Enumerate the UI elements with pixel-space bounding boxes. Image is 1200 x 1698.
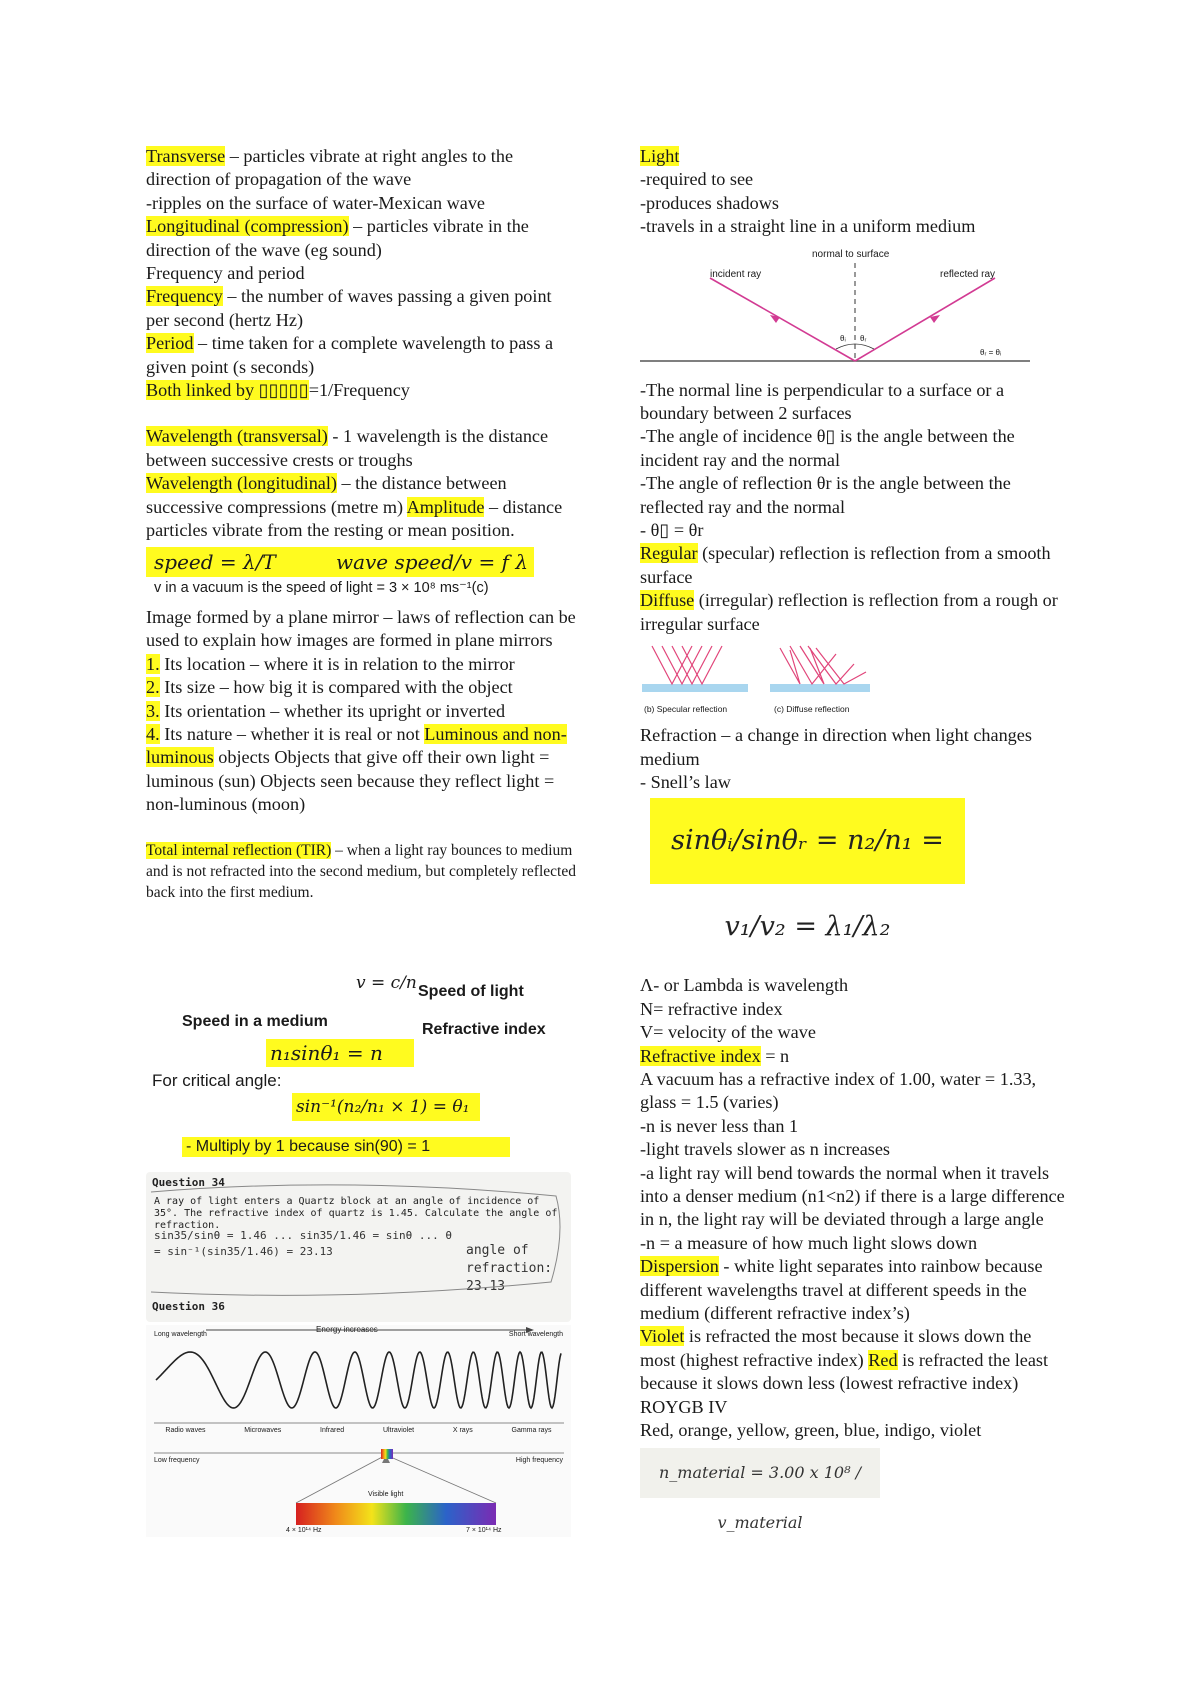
red-def: is refracted the least because it slows down less (lowest refractive index) bbox=[640, 1349, 1049, 1394]
dispersion-paragraph bbox=[640, 1255, 1070, 1325]
speed-in-medium-label: Speed in a medium bbox=[182, 1013, 328, 1030]
refractive-index-def: = n bbox=[760, 1045, 790, 1066]
refractive-index-term: Refractive index bbox=[640, 1045, 761, 1066]
critical-angle-label: For critical angle: bbox=[152, 1071, 282, 1090]
reflected-ray-label: reflected ray bbox=[940, 268, 996, 280]
longitudinal-term: Longitudinal (compression) bbox=[146, 216, 349, 237]
lambda-def: Λ- or Lambda is wavelength bbox=[640, 975, 849, 996]
longitudinal-paragraph bbox=[146, 215, 576, 262]
regular-paragraph bbox=[640, 542, 1070, 589]
luminous-term: Luminous and non-luminous bbox=[146, 723, 567, 768]
snell-text: - Snell’s law bbox=[640, 771, 731, 792]
tir-def: – when a light ray bounces to medium and is not refracted into the second medium, but completely reflected back into the first medium. bbox=[146, 841, 576, 901]
reflection-diagram bbox=[640, 243, 1040, 373]
diffuse-paragraph bbox=[640, 589, 1070, 636]
mirror-item-4 bbox=[146, 723, 576, 817]
transverse-def: – particles vibrate at right angles to the direction of propagation of the wave bbox=[146, 146, 514, 190]
band-label: Microwaves bbox=[244, 1427, 282, 1434]
freq-period-heading: Frequency and period bbox=[146, 263, 305, 284]
light-term: Light bbox=[640, 146, 680, 166]
normal-line-text: -The normal line is perpendicular to a surface or a boundary between 2 surfaces bbox=[640, 379, 1005, 424]
period-def: – time taken for a complete wavelength to pass a given point (s seconds) bbox=[146, 333, 554, 377]
transverse-term: Transverse bbox=[146, 146, 226, 166]
diffuse-def: (irregular) reflection is reflection from a rough or irregular surface bbox=[640, 590, 1058, 634]
band-label: Infrared bbox=[320, 1427, 345, 1434]
wavelength-transversal-paragraph bbox=[146, 425, 576, 472]
right-column bbox=[640, 145, 1070, 1533]
long-wavelength-label: Long wavelength bbox=[154, 1331, 207, 1338]
violet-def: is refracted the most because it slows down the most (highest refractive index) bbox=[640, 1326, 1032, 1370]
band-label: X rays bbox=[452, 1427, 473, 1434]
amplitude-term: Amplitude bbox=[406, 496, 485, 517]
reflection-types-image bbox=[640, 642, 880, 718]
refraction-text: Refraction – a change in direction when light changes medium bbox=[640, 725, 1032, 769]
angle-incidence-text: -The angle of incidence θ▯ is the angle between the incident ray and the normal bbox=[640, 426, 1015, 470]
mirror-intro: Image formed by a plane mirror – laws of reflection can be used to explain how images are formed in plane mirrors bbox=[146, 606, 576, 651]
left-column bbox=[146, 145, 576, 903]
mirror-item-text: Its orientation – whether its upright or inverted bbox=[159, 700, 506, 721]
wavelength-longitudinal-term: Wavelength (longitudinal) bbox=[146, 473, 337, 494]
transverse-paragraph bbox=[146, 145, 576, 192]
question-36-label: Question 36 bbox=[152, 1300, 225, 1313]
visible-right-frequency: 7 × 10¹⁴ Hz bbox=[466, 1527, 502, 1534]
wavelength-longitudinal-def: – the distance between successive compressions (metre m) bbox=[146, 473, 507, 517]
speed-of-light-label: Speed of light bbox=[418, 983, 524, 1000]
band-label: Ultraviolet bbox=[382, 1427, 415, 1434]
snell-formula: sinθᵢ/sinθᵣ = n₂/n₁ = v₁/v₂ = λ₁/λ₂ bbox=[650, 798, 965, 884]
question-34-text: A ray of light enters a Quartz block at an angle of incidence of 35°. The refractive index of quartz is 1.45. Calculate the angle of refraction. bbox=[154, 1196, 558, 1231]
dispersion-term: Dispersion bbox=[640, 1256, 719, 1277]
wavelength-transversal-term: Wavelength (transversal) bbox=[146, 426, 328, 447]
both-linked-term: Both linked by ▯▯▯▯▯ bbox=[146, 380, 309, 401]
dispersion-def: - white light separates into rainbow because different wavelengths travel at different speeds in the medium (different refractive index’s) bbox=[640, 1256, 1043, 1323]
both-linked-def: =1/Frequency bbox=[308, 380, 410, 401]
low-frequency-label: Low frequency bbox=[154, 1457, 200, 1464]
light-item: -required to see bbox=[640, 169, 754, 190]
refractive-index-label: Refractive index bbox=[422, 1021, 546, 1038]
tir-term: Total internal reflection (TIR) bbox=[146, 841, 332, 859]
tir-paragraph bbox=[146, 840, 576, 903]
short-wavelength-label: Short wavelength bbox=[508, 1331, 563, 1338]
n-material-formula: n_material = 3.00 x 10⁸ / v_material bbox=[640, 1448, 880, 1498]
band-label: Radio waves bbox=[165, 1427, 206, 1434]
mirror-item-number: 2. bbox=[146, 677, 160, 698]
em-spectrum-image bbox=[146, 1325, 571, 1537]
mirror-item-number: 4. bbox=[146, 723, 160, 744]
mirror-item-text: Its location – where it is in relation to the mirror bbox=[159, 653, 515, 674]
notebook-outline bbox=[146, 1172, 571, 1322]
energy-increases-label: Energy increases bbox=[316, 1325, 378, 1334]
theta-equal-label: θᵣ = θᵢ bbox=[980, 347, 1002, 357]
light-item: -travels in a straight line in a uniform medium bbox=[640, 216, 976, 237]
vacuum-note: v in a vacuum is the speed of light = 3 × 10⁸ ms⁻¹(c) bbox=[154, 579, 489, 596]
mirror-item-text: Its nature – whether it is real or not bbox=[159, 723, 425, 744]
n1-sin-formula: n₁sinθ₁ = n bbox=[266, 1039, 414, 1067]
mirror-item-2 bbox=[146, 676, 576, 699]
measure-text: -n = a measure of how much light slows down bbox=[640, 1232, 978, 1253]
colours-text: Red, orange, yellow, green, blue, indigo, violet bbox=[640, 1420, 982, 1441]
frequency-term: Frequency bbox=[146, 286, 223, 307]
em-band-labels bbox=[146, 1427, 571, 1434]
theta-i-label: θᵢ bbox=[840, 333, 846, 343]
mirror-item-text: Its size – how big it is compared with the object bbox=[159, 677, 513, 698]
diffuse-term: Diffuse bbox=[640, 590, 695, 611]
specular-caption: (b) Specular reflection bbox=[644, 704, 728, 715]
question-34-label: Question 34 bbox=[152, 1176, 225, 1189]
period-term: Period bbox=[146, 333, 194, 354]
red-term: Red bbox=[868, 1349, 898, 1370]
n-def: N= refractive index bbox=[640, 998, 783, 1019]
violet-red-paragraph bbox=[640, 1325, 1070, 1395]
period-paragraph bbox=[146, 332, 576, 379]
regular-def: (specular) reflection is reflection from a smooth surface bbox=[640, 543, 1051, 587]
wavelength-transversal-def: - 1 wavelength is the distance between successive crests or troughs bbox=[146, 426, 549, 470]
both-linked-paragraph bbox=[146, 379, 576, 402]
slower-text: -light travels slower as n increases bbox=[640, 1139, 890, 1160]
normal-to-surface-label: normal to surface bbox=[812, 248, 890, 260]
high-frequency-label: High frequency bbox=[515, 1457, 563, 1464]
refractive-index-paragraph bbox=[640, 1045, 1070, 1068]
visible-light-label: Visible light bbox=[368, 1491, 404, 1498]
transverse-example: -ripples on the surface of water-Mexican wave bbox=[146, 192, 485, 213]
luminous-def: objects Objects that give off their own light = luminous (sun) Objects seen because they reflect light = non-luminous (moon) bbox=[146, 747, 555, 815]
v-equals-c-over-n: v = c/n bbox=[356, 973, 417, 993]
critical-angle-formula: sin⁻¹(n₂/n₁ × 1) = θ₁ bbox=[292, 1093, 480, 1121]
wavelength-longitudinal-paragraph bbox=[146, 472, 576, 542]
angle-reflection-text: -The angle of reflection θr is the angle between the reflected ray and the normal bbox=[640, 473, 1011, 517]
speed-formula-bar bbox=[146, 547, 534, 577]
multiply-note: - Multiply by 1 because sin(90) = 1 bbox=[182, 1137, 510, 1157]
roygbiv-text: ROYGB IV bbox=[640, 1396, 728, 1417]
never-less-text: -n is never less than 1 bbox=[640, 1115, 799, 1136]
mirror-item-number: 1. bbox=[146, 653, 160, 674]
bend-text: -a light ray will bend towards the normal when it travels into a denser medium (n1<n2) if there is a large difference in n, the light ray will be deviated through a large angle bbox=[640, 1162, 1065, 1230]
theta-r-label: θᵣ bbox=[860, 333, 867, 343]
amplitude-def: – distance particles vibrate from the resting or mean position. bbox=[146, 496, 563, 541]
refraction-formula-box bbox=[146, 965, 566, 1165]
regular-term: Regular bbox=[640, 543, 698, 564]
band-label: Gamma rays bbox=[511, 1427, 552, 1434]
visible-left-frequency: 4 × 10¹⁴ Hz bbox=[286, 1527, 322, 1534]
question-working: sin35/sinθ = 1.46 ... sin35/1.46 = sinθ ... θ = sin⁻¹(sin35/1.46) = 23.13 bbox=[154, 1229, 453, 1258]
speed-formula: speed = λ/T bbox=[154, 549, 276, 574]
incident-ray-label: incident ray bbox=[710, 268, 762, 280]
theta-equal-text: - θ▯ = θr bbox=[640, 520, 704, 541]
frequency-def: – the number of waves passing a given point per second (hertz Hz) bbox=[146, 286, 552, 330]
light-heading bbox=[640, 145, 1070, 168]
question-answer: angle of refraction: 23.13 bbox=[466, 1243, 553, 1294]
mirror-item-1 bbox=[146, 653, 576, 676]
mirror-item-3 bbox=[146, 700, 576, 723]
frequency-paragraph bbox=[146, 285, 576, 332]
vacuum-ri-text: A vacuum has a refractive index of 1.00, water = 1.33, glass = 1.5 (varies) bbox=[640, 1068, 1037, 1113]
mirror-item-number: 3. bbox=[146, 700, 160, 721]
worked-question-image bbox=[146, 1172, 571, 1322]
longitudinal-def: – particles vibrate in the direction of the wave (eg sound) bbox=[146, 216, 529, 260]
violet-term: Violet bbox=[640, 1326, 685, 1347]
v-def: V= velocity of the wave bbox=[640, 1022, 816, 1043]
light-item: -produces shadows bbox=[640, 192, 779, 213]
wave-speed-formula: wave speed/v = f λ bbox=[335, 549, 528, 574]
diffuse-caption: (c) Diffuse reflection bbox=[774, 704, 850, 715]
